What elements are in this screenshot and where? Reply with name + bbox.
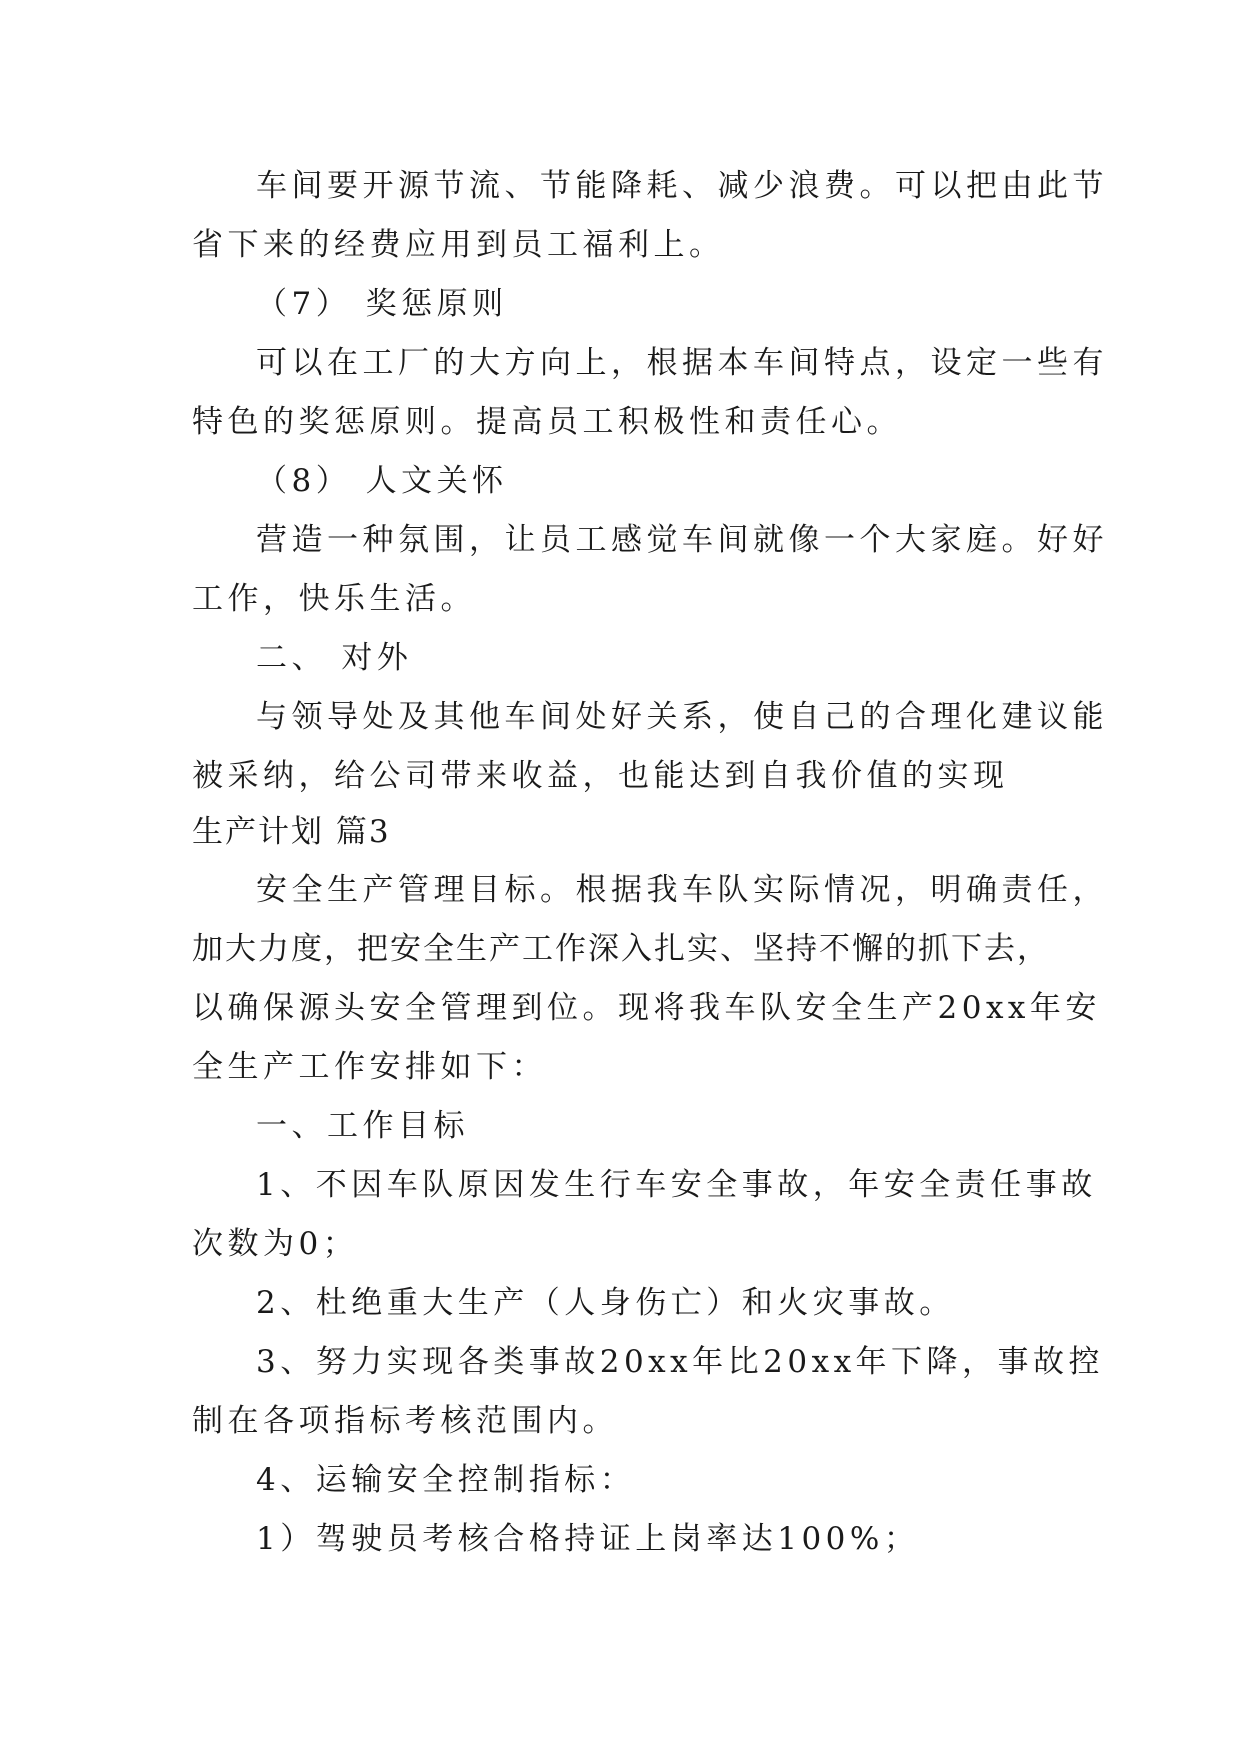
- list-item: 2、杜绝重大生产（人身伤亡）和火灾事故。: [256, 1285, 955, 1321]
- section-heading: （7） 奖惩原则: [256, 286, 508, 322]
- list-item: 1、不因车队原因发生行车安全事故，年安全责任事故: [256, 1167, 1097, 1203]
- section-heading: 二、 对外: [256, 640, 413, 676]
- paragraph-line: 可以在工厂的大方向上，根据本车间特点，设定一些有: [256, 345, 1108, 381]
- paragraph-line: 车间要开源节流、节能降耗、减少浪费。可以把由此节: [256, 168, 1108, 204]
- list-item: 1）驾驶员考核合格持证上岗率达100%；: [256, 1521, 920, 1557]
- paragraph-line: 全生产工作安排如下：: [192, 1049, 547, 1085]
- section-heading: （8） 人文关怀: [256, 463, 508, 499]
- paragraph-line: 与领导处及其他车间处好关系，使自己的合理化建议能: [256, 699, 1108, 735]
- paragraph-line: 营造一种氛围，让员工感觉车间就像一个大家庭。好好: [256, 522, 1108, 558]
- list-item: 3、努力实现各类事故20xx年比20xx年下降，事故控: [256, 1344, 1105, 1380]
- section-heading: 一、工作目标: [256, 1108, 469, 1144]
- chapter-title: 生产计划 篇3: [192, 814, 391, 850]
- list-item-continuation: 制在各项指标考核范围内。: [192, 1403, 618, 1439]
- paragraph-line: 被采纳，给公司带来收益，也能达到自我价值的实现: [192, 758, 1009, 794]
- paragraph-line: 安全生产管理目标。根据我车队实际情况，明确责任，: [256, 872, 1108, 908]
- paragraph-line: 以确保源头安全管理到位。现将我车队安全生产20xx年安: [192, 990, 1101, 1026]
- list-item-continuation: 次数为0；: [192, 1226, 359, 1262]
- paragraph-line: 省下来的经费应用到员工福利上。: [192, 227, 725, 263]
- paragraph-line: 加大力度，把安全生产工作深入扎实、坚持不懈的抓下去，: [192, 931, 1050, 967]
- list-item: 4、运输安全控制指标：: [256, 1462, 636, 1498]
- paragraph-line: 工作，快乐生活。: [192, 581, 476, 617]
- paragraph-line: 特色的奖惩原则。提高员工积极性和责任心。: [192, 404, 902, 440]
